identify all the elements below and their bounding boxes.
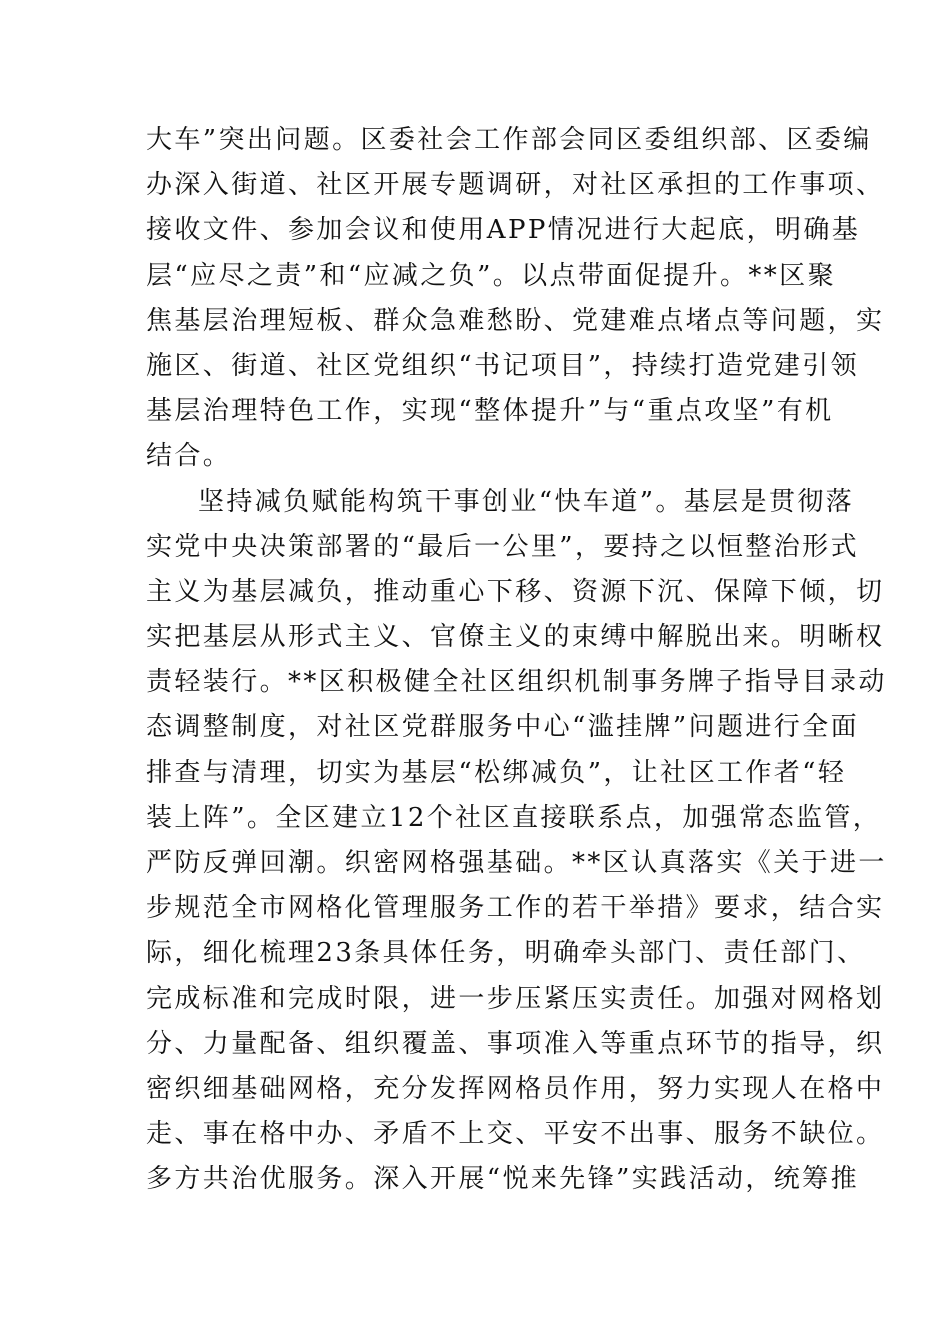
text-line: 施区、街道、社区党组织“书记项目”，持续打造党建引领 bbox=[146, 350, 859, 381]
text-line: 主义为基层减负，推动重心下移、资源下沉、保障下倾，切 bbox=[146, 576, 885, 607]
text-line: 排查与清理，切实为基层“松绑减负”，让社区工作者“轻 bbox=[146, 757, 847, 788]
text-line: 分、力量配备、组织覆盖、事项准入等重点环节的指导，织 bbox=[146, 1028, 885, 1059]
text-line: 步规范全市网格化管理服务工作的若干举措》要求，结合实 bbox=[146, 893, 885, 924]
text-line: 走、事在格中办、矛盾不上交、平安不出事、服务不缺位。 bbox=[146, 1119, 885, 1150]
text-line: 际，细化梳理23条具体任务，明确牵头部门、责任部门、 bbox=[146, 938, 866, 969]
text-line: 实党中央决策部署的“最后一公里”，要持之以恒整治形式 bbox=[146, 531, 859, 562]
text-line: 接收文件、参加会议和使用APP情况进行大起底，明确基 bbox=[146, 215, 861, 246]
text-line: 大车”突出问题。区委社会工作部会同区委组织部、区委编 bbox=[146, 125, 872, 155]
text-line: 装上阵”。全区建立12个社区直接联系点，加强常态监管， bbox=[146, 802, 882, 833]
text-line: 办深入街道、社区开展专题调研，对社区承担的工作事项、 bbox=[146, 170, 885, 201]
paragraph-start-line: 坚持减负赋能构筑干事创业“快车道”。基层是贯彻落 bbox=[198, 486, 855, 517]
text-line: 态调整制度，对社区党群服务中心“滥挂牌”问题进行全面 bbox=[146, 712, 859, 743]
text-line: 结合。 bbox=[146, 441, 232, 472]
text-line: 完成标准和完成时限，进一步压紧压实责任。加强对网格划 bbox=[146, 983, 885, 1014]
document-body bbox=[146, 118, 887, 1203]
text-line: 实把基层从形式主义、官僚主义的束缚中解脱出来。明晰权 bbox=[146, 622, 885, 653]
text-line: 严防反弹回潮。织密网格强基础。**区认真落实《关于进一 bbox=[146, 848, 887, 878]
text-line: 责轻装行。**区积极健全社区组织机制事务牌子指导目录动 bbox=[146, 667, 887, 698]
text-line: 密织细基础网格，充分发挥网格员作用，努力实现人在格中 bbox=[146, 1073, 885, 1104]
text-line: 焦基层治理短板、群众急难愁盼、党建难点堵点等问题，实 bbox=[146, 305, 885, 336]
text-line: 多方共治优服务。深入开展“悦来先锋”实践活动，统筹推 bbox=[146, 1164, 859, 1195]
text-line: 基层治理特色工作，实现“整体提升”与“重点攻坚”有机 bbox=[146, 396, 834, 427]
text-line: 层“应尽之责”和“应减之负”。以点带面促提升。**区聚 bbox=[146, 260, 836, 291]
